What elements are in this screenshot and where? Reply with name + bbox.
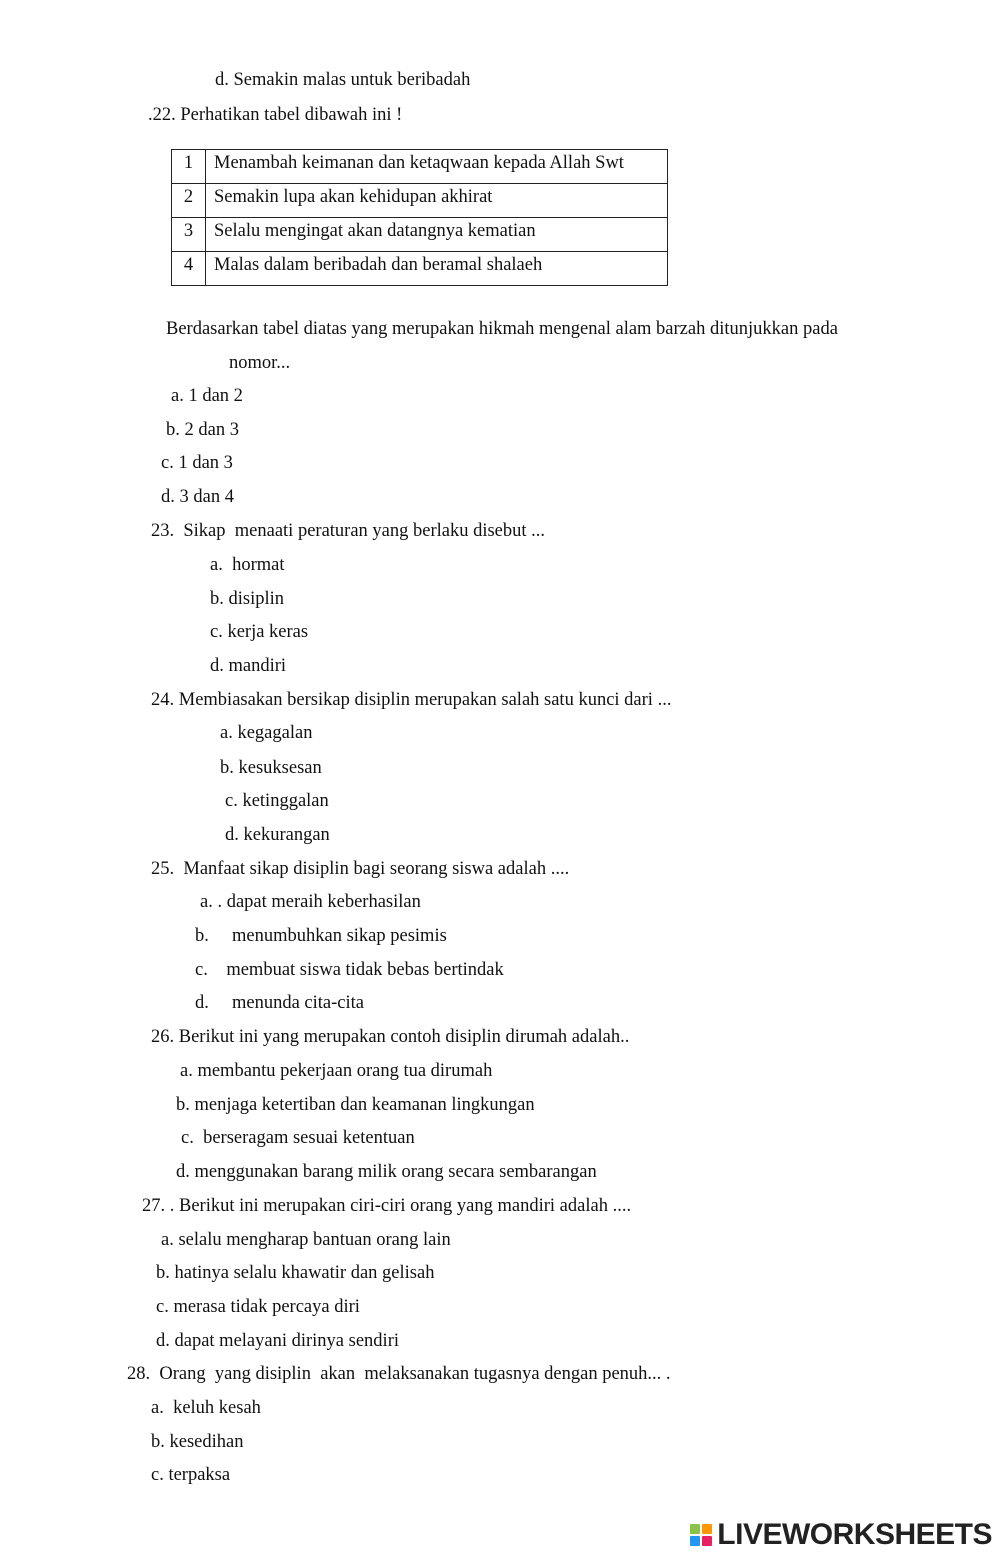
q23-option-b: b. disiplin [210, 589, 285, 609]
q27-title: 27. . Berikut ini merupakan ciri-ciri orang yang mandiri adalah .... [142, 1196, 632, 1216]
q22-option-d: d. 3 dan 4 [161, 487, 234, 507]
q27-option-a: a. selalu mengharap bantuan orang lain [161, 1230, 451, 1250]
q25-title: 25. Manfaat sikap disiplin bagi seorang siswa adalah .... [151, 859, 570, 879]
q22-option-b: b. 2 dan 3 [166, 420, 239, 440]
table-row [172, 184, 668, 218]
q22-question-text: Berdasarkan tabel diatas yang merupakan hikmah mengenal alam barzah ditunjukkan pada [166, 319, 838, 339]
table-row [172, 218, 668, 252]
q22-table [171, 149, 668, 286]
q26-option-b: b. menjaga ketertiban dan keamanan lingkungan [176, 1095, 535, 1115]
q22-question-text-cont: nomor... [229, 353, 291, 373]
table-row [172, 252, 668, 286]
q23-option-d: d. mandiri [210, 656, 287, 676]
q22-option-a: a. 1 dan 2 [171, 386, 243, 406]
q23-option-c: c. kerja keras [210, 622, 309, 642]
table-row [172, 150, 668, 184]
q25-option-d: d. menunda cita-cita [195, 993, 365, 1013]
q26-option-a: a. membantu pekerjaan orang tua dirumah [180, 1061, 493, 1081]
q24-option-d: d. kekurangan [225, 825, 330, 845]
q24-title: 24. Membiasakan bersikap disiplin merupakan salah satu kunci dari ... [151, 690, 672, 710]
table-cell-text: Selalu mengingat akan datangnya kematian [206, 218, 668, 252]
liveworksheets-logo-icon [689, 1523, 713, 1547]
q28-title: 28. Orang yang disiplin akan melaksanakan tugasnya dengan penuh... . [127, 1364, 671, 1384]
q28-option-a: a. keluh kesah [151, 1398, 261, 1418]
table-cell-num: 4 [172, 252, 206, 286]
table-cell-num: 1 [172, 150, 206, 184]
table-cell-num: 2 [172, 184, 206, 218]
table-cell-text: Semakin lupa akan kehidupan akhirat [206, 184, 668, 218]
q28-option-c: c. terpaksa [151, 1465, 231, 1485]
q21-option-d: d. Semakin malas untuk beribadah [215, 70, 471, 90]
q24-option-a: a. kegagalan [220, 723, 313, 743]
q22-title: .22. Perhatikan tabel dibawah ini ! [148, 105, 403, 125]
liveworksheets-brand[interactable] [689, 1518, 992, 1552]
table-cell-text: Menambah keimanan dan ketaqwaan kepada Allah Swt [206, 150, 668, 184]
q24-option-b: b. kesuksesan [220, 758, 322, 778]
q23-option-a: a. hormat [210, 555, 285, 575]
q23-title: 23. Sikap menaati peraturan yang berlaku disebut ... [151, 521, 546, 541]
table-cell-num: 3 [172, 218, 206, 252]
q22-option-c: c. 1 dan 3 [161, 453, 233, 473]
brand-name: LIVEWORKSHEETS [717, 1518, 992, 1551]
q28-option-b: b. kesedihan [151, 1432, 244, 1452]
q25-option-b: b. menumbuhkan sikap pesimis [195, 926, 447, 946]
q27-option-d: d. dapat melayani dirinya sendiri [156, 1331, 399, 1351]
q26-option-c: c. berseragam sesuai ketentuan [181, 1128, 415, 1148]
q27-option-b: b. hatinya selalu khawatir dan gelisah [156, 1263, 435, 1283]
q25-option-c: c. membuat siswa tidak bebas bertindak [195, 960, 504, 980]
table-cell-text: Malas dalam beribadah dan beramal shalaeh [206, 252, 668, 286]
q26-title: 26. Berikut ini yang merupakan contoh disiplin dirumah adalah.. [151, 1027, 630, 1047]
q25-option-a: a. . dapat meraih keberhasilan [200, 892, 421, 912]
q27-option-c: c. merasa tidak percaya diri [156, 1297, 360, 1317]
q26-option-d: d. menggunakan barang milik orang secara sembarangan [176, 1162, 597, 1182]
q24-option-c: c. ketinggalan [225, 791, 329, 811]
